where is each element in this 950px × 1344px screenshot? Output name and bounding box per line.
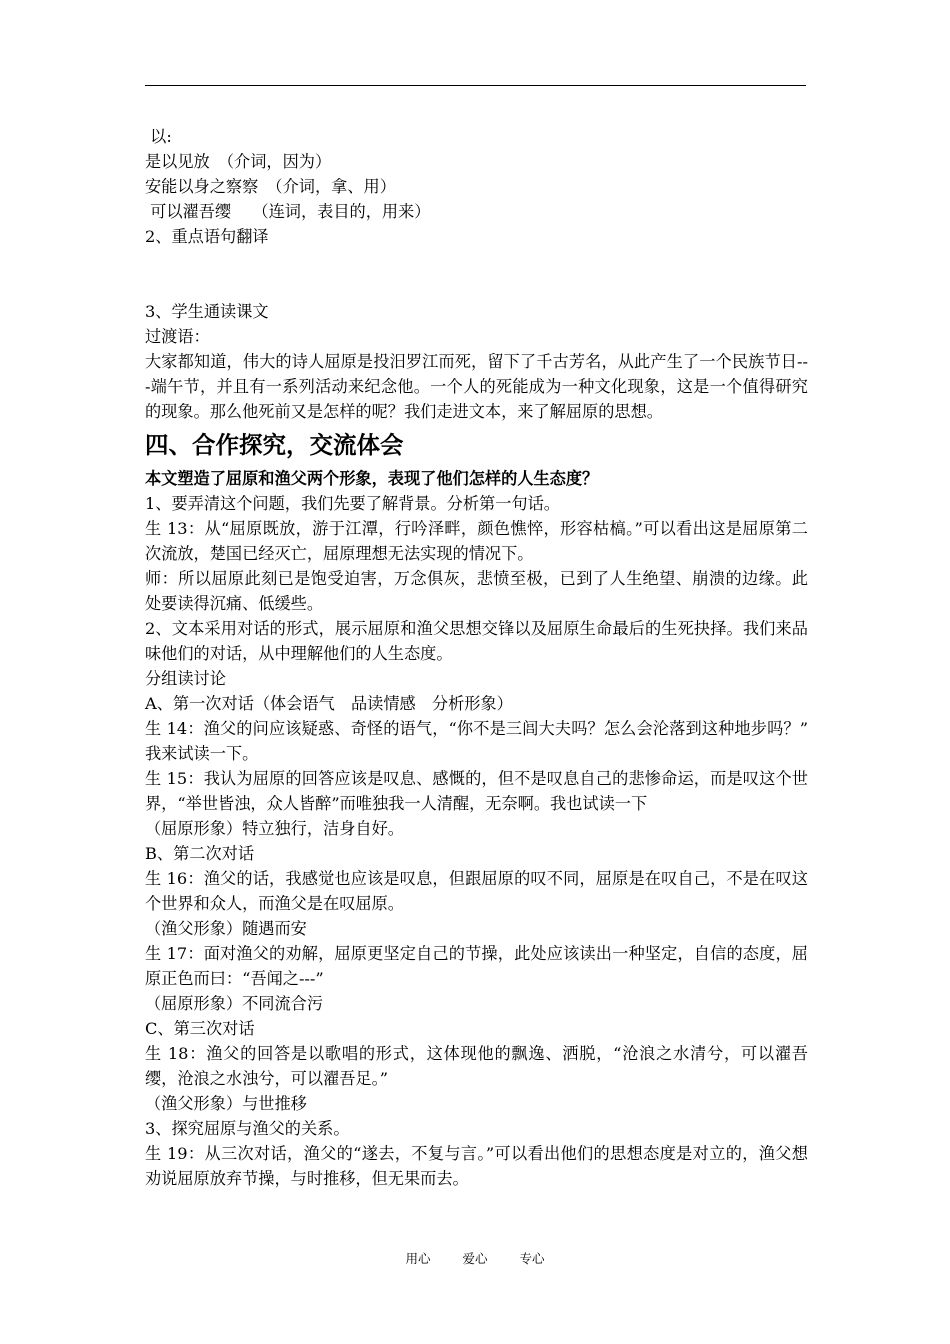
- section-heading: 四、合作探究，交流体会: [145, 431, 404, 459]
- paragraph: 生 15：我认为屈原的回答应该是叹息、感慨的，但不是叹息自己的悲惨命运，而是叹这个世界，“举世皆浊，众人皆醉”而唯独我一人清醒，无奈啊。我也试读一下: [145, 769, 808, 813]
- text-line: 可以濯吾缨 （连词，表目的，用来）: [145, 202, 431, 221]
- paragraph: 生 17：面对渔父的劝解，屈原更坚定自己的节操，此处应该读出一种坚定，自信的态度，屈原正色而曰：“吾闻之---”: [145, 944, 808, 988]
- paragraph: （渔父形象）随遇而安: [145, 919, 307, 938]
- paragraph: 生 18：渔父的回答是以歌唱的形式，这体现他的飘逸、洒脱，“沧浪之水清兮，可以濯吾缨，沧浪之水浊兮，可以濯吾足。”: [145, 1044, 808, 1088]
- paragraph: （屈原形象）特立独行，洁身自好。: [145, 819, 404, 838]
- paragraph: C、第三次对话: [145, 1019, 255, 1038]
- text-line: 2、重点语句翻译: [145, 227, 269, 246]
- text-line: 3、学生通读课文: [145, 302, 269, 321]
- paragraph: B、第二次对话: [145, 844, 255, 863]
- paragraph: 1、要弄清这个问题，我们先要了解背景。分析第一句话。: [145, 494, 560, 513]
- paragraph: （渔父形象）与世推移: [145, 1094, 307, 1113]
- paragraph: 生 19：从三次对话，渔父的“遂去，不复与言。”可以看出他们的思想态度是对立的，渔父想劝说屈原放弃节操，与时推移，但无果而去。: [145, 1144, 808, 1188]
- page-footer: [0, 1249, 950, 1267]
- question: 本文塑造了屈原和渔父两个形象，表现了他们怎样的人生态度？: [145, 469, 599, 488]
- paragraph: 生 14：渔父的问应该疑惑、奇怪的语气，“你不是三闾大夫吗？怎么会沦落到这种地步吗？” 我来试读一下。: [145, 719, 825, 763]
- header-rule: [145, 85, 806, 86]
- paragraph: 师：所以屈原此刻已是饱受迫害，万念俱灰，悲愤至极，已到了人生绝望、崩溃的边缘。此处要读得沉痛、低缓些。: [145, 569, 808, 613]
- text-line: 是以见放 （介词，因为）: [145, 152, 332, 171]
- spacer: [145, 249, 808, 299]
- text-line: 安能以身之察察 （介词，拿、用）: [145, 177, 396, 196]
- text-line: 过渡语：: [145, 327, 210, 346]
- text-line: 以:: [145, 127, 172, 146]
- document-body: [145, 124, 825, 1191]
- paragraph: 生 16：渔父的话，我感觉也应该是叹息，但跟屈原的叹不同，屈原是在叹自己，不是在叹这个世界和众人，而渔父是在叹屈原。: [145, 869, 808, 913]
- paragraph: 分组读讨论: [145, 669, 226, 688]
- paragraph: 2、文本采用对话的形式，展示屈原和渔父思想交锋以及屈原生命最后的生死抉择。我们来品味他们的对话，从中理解他们的人生态度。: [145, 619, 808, 663]
- paragraph: 生 13：从“屈原既放，游于江潭，行吟泽畔，颜色憔悴，形容枯槁。”可以看出这是屈原第二次流放，楚国已经灭亡，屈原理想无法实现的情况下。: [145, 519, 808, 563]
- paragraph: 3、探究屈原与渔父的关系。: [145, 1119, 350, 1138]
- paragraph: 大家都知道，伟大的诗人屈原是投汨罗江而死，留下了千古芳名，从此产生了一个民族节日---端午节，并且有一系列活动来纪念他。一个人的死能成为一种文化现象，这是一个值得研究的现象。那么他死前又是怎样的呢？我们走进文本，来了解屈原的思想。: [145, 352, 808, 421]
- footer-item: 用心: [405, 1251, 431, 1266]
- paragraph: （屈原形象）不同流合污: [145, 994, 324, 1013]
- footer-item: 专心: [519, 1251, 545, 1266]
- footer-item: 爱心: [462, 1251, 488, 1266]
- paragraph: A、第一次对话（体会语气 品读情感 分析形象）: [145, 694, 513, 713]
